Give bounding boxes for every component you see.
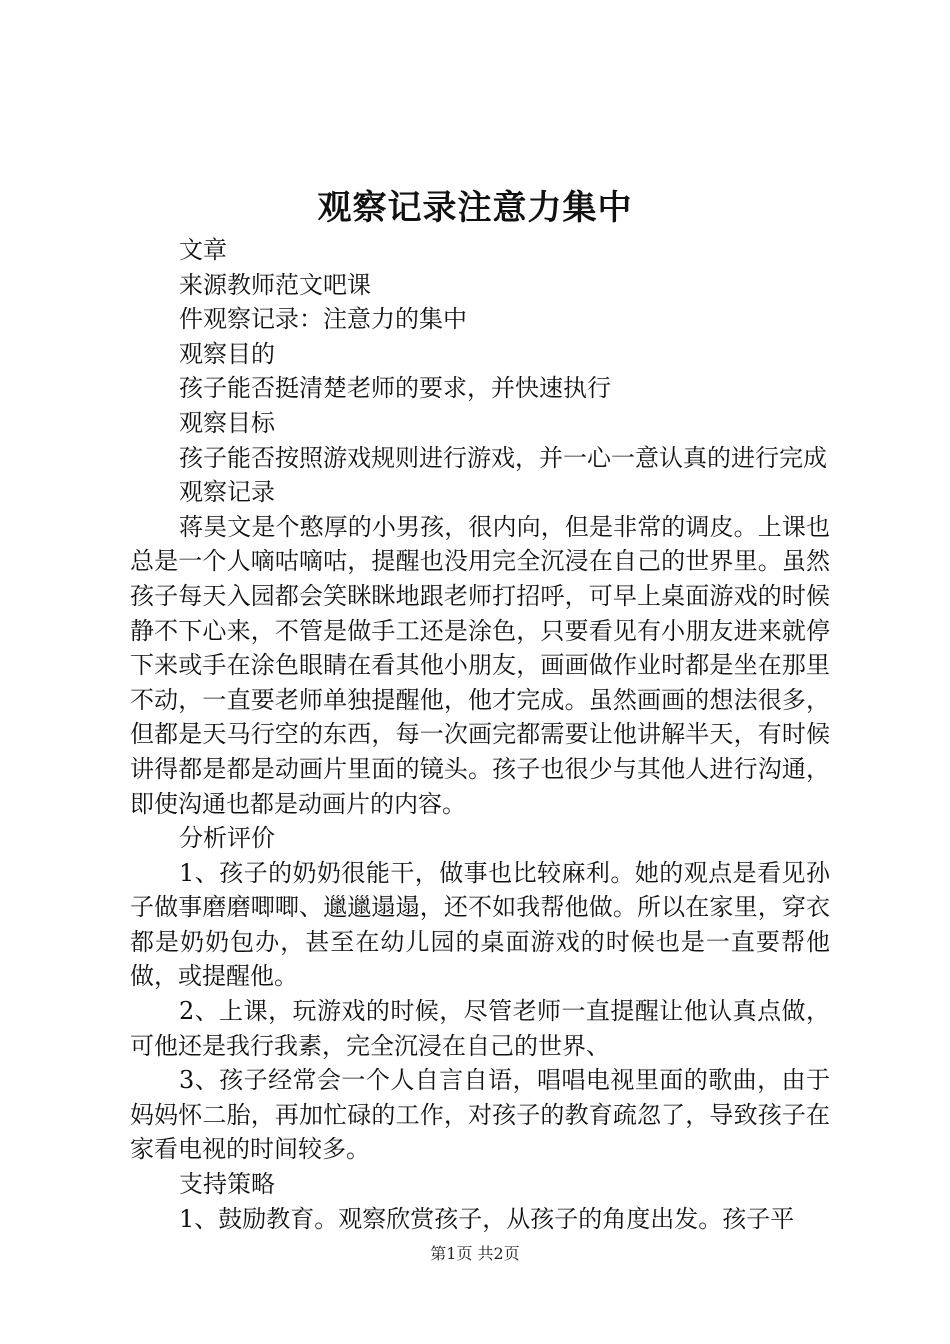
page-number-footer: 第1页 共2页 bbox=[430, 1244, 520, 1263]
paragraph-observation-record: 蒋昊文是个憨厚的小男孩，很内向，但是非常的调皮。上课也总是一个人嘀咕嘀咕，提醒也没用完全沉浸在自己的世界里。虽然孩子每天入园都会笑眯眯地跟老师打招呼，可早上桌面游戏的时候静不下心来，不管是做手工还是涂色，只要看见有小朋友进来就停下来或手在涂色眼睛在看其他小朋友，画画做作业时都是坐在那里不动，一直要老师单独提醒他，他才完成。虽然画画的想法很多，但都是天马行空的东西，每一次画完都需要让他讲解半天，有时候讲得都是都是动画片里面的镜头。孩子也很少与其他人进行沟通，即使沟通也都是动画片的内容。 bbox=[130, 512, 830, 818]
paragraph-support-1: 1、鼓励教育。观察欣赏孩子，从孩子的角度出发。孩子平 bbox=[179, 1204, 795, 1233]
paragraph-observation-purpose: 孩子能否挺清楚老师的要求，并快速执行 bbox=[179, 374, 611, 403]
paragraph-analysis-3: 3、孩子经常会一个人自言自语，唱唱电视里面的歌曲，由于妈妈怀二胎，再加忙碌的工作，对孩子的教育疏忽了，导致孩子在家看电视的时间较多。 bbox=[130, 1066, 830, 1164]
heading-support-strategy: 支持策略 bbox=[179, 1170, 275, 1199]
paragraph-record-subject: 件观察记录：注意力的集中 bbox=[179, 305, 467, 334]
heading-analysis: 分析评价 bbox=[179, 824, 275, 853]
paragraph-observation-goal: 孩子能否按照游戏规则进行游戏，并一心一意认真的进行完成 bbox=[179, 443, 827, 472]
document-body bbox=[130, 233, 830, 1236]
heading-observation-goal: 观察目标 bbox=[179, 408, 275, 437]
paragraph-source: 来源教师范文吧课 bbox=[179, 270, 371, 299]
heading-observation-record: 观察记录 bbox=[179, 478, 275, 507]
paragraph-article: 文章 bbox=[179, 236, 227, 264]
paragraph-analysis-1: 1、孩子的奶奶很能干，做事也比较麻利。她的观点是看见孙子做事磨磨唧唧、邋邋遢遢，还不如我帮他做。所以在家里，穿衣都是奶奶包办，甚至在幼儿园的桌面游戏的时候也是一直要帮他做，或提醒他。 bbox=[130, 858, 830, 991]
document-title: 观察记录注意力集中 bbox=[317, 188, 633, 228]
heading-observation-purpose: 观察目的 bbox=[179, 339, 275, 368]
paragraph-analysis-2: 2、上课，玩游戏的时候，尽管老师一直提醒让他认真点做，可他还是我行我素，完全沉浸在自己的世界、 bbox=[130, 997, 830, 1060]
